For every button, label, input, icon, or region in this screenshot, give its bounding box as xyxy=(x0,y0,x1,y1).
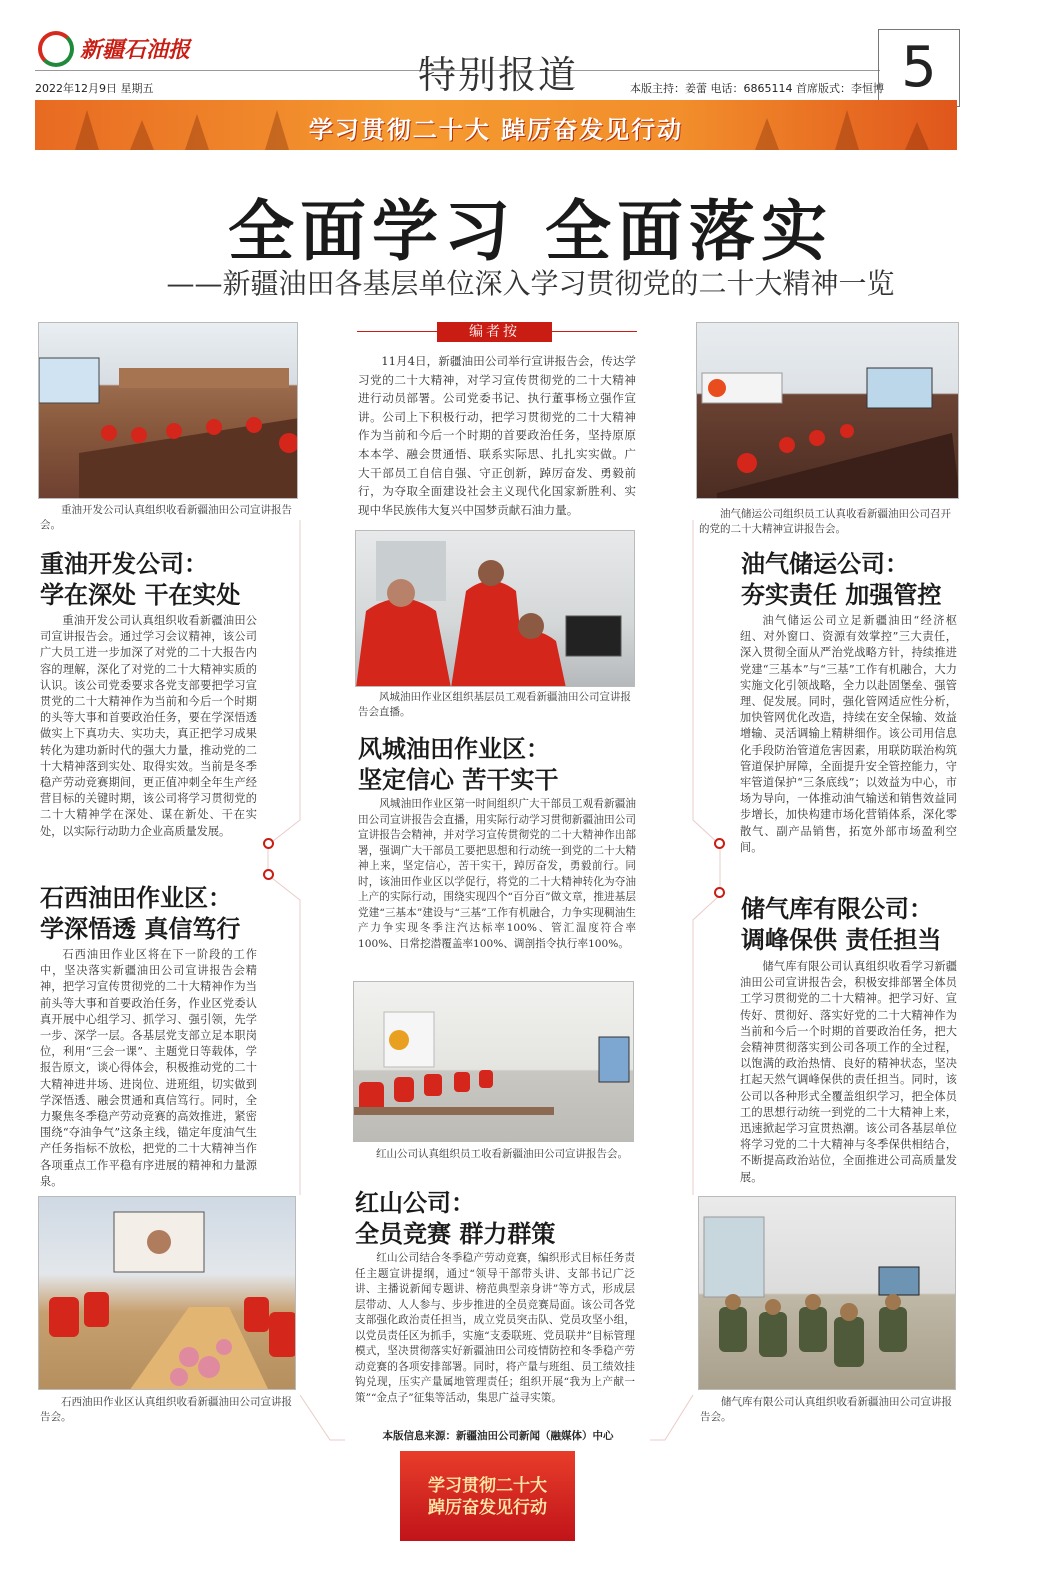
photo-caption: 风城油田作业区组织基层员工观看新疆油田公司宣讲报告会直播。 xyxy=(358,691,631,718)
photo-illustration xyxy=(356,531,635,687)
ornament-dot-icon xyxy=(263,838,274,849)
ornament-dot-icon xyxy=(714,887,725,898)
article-title-line1: 风城油田作业区： xyxy=(358,734,550,763)
photo-illustration xyxy=(699,1197,956,1390)
article-title-line2: 坚定信心 苦干实干 xyxy=(358,765,559,794)
article-title-line2: 夯实责任 加强管控 xyxy=(741,580,942,609)
article-title-line1: 储气库有限公司： xyxy=(741,894,933,923)
editor-note-tag: 编者按 xyxy=(437,322,552,342)
footer-badge-line2: 踔厉奋发见行动 xyxy=(428,1498,547,1518)
article-body: 风城油田作业区第一时间组织广大干部员工观看新疆油田公司宣讲报告会直播，用实际行动学习贯彻新疆油田公司宣讲报告会精神，并对学习宣传贯彻党的二十大精神作出部署，强调广大干部员工要把思想和行动统一到党的二十大精神上来，坚定信心，苦干实干，踔厉奋发，勇毅前行。同时，该油田作业区以学促行，将党的二十大精神转化为夺油上产的实际行动，围绕实现四个“百分百”做文章，推进基层党建“三基本”建设与“三基”工作有机融合，力争实现稠油生产力争实现冬季注汽达标率100%、管汇温度符合率100%、日常挖潜覆盖率100%、调剖指令执行率100%。 xyxy=(358,798,636,950)
issue-date: 2022年12月9日 星期五 xyxy=(35,82,154,95)
editors-info: 本版主持：姜蕾 电话：6865114 首席版式：李恒博 xyxy=(630,82,884,95)
article-title-line1: 红山公司： xyxy=(355,1188,475,1217)
article-title-line2: 调峰保供 责任担当 xyxy=(741,925,942,954)
article-title-line2: 学深悟透 真信笃行 xyxy=(40,914,241,943)
article-title-line1: 重油开发公司： xyxy=(40,549,208,578)
article-body: 储气库有限公司认真组织收看学习新疆油田公司宣讲报告会，积极安排部署全体员工学习贯彻党的二十大精神。把学习好、宣传好、贯彻好、落实好党的二十大精神作为当前和今后一个时期的首要政治任务，把大会精神贯彻落实到公司各项工作的全过程，以饱满的政治热情、良好的精神状态，坚决扛起天然气调峰保供的责任担当。同时，该公司以各种形式全覆盖组织学习，把全体员工的思想行动统一到党的二十大精神上来，迅速掀起学习宣贯热潮。该公司各基层单位将学习党的二十大精神与冬季保供相结合，不断提高政治站位，全面推进公司高质量发展。 xyxy=(740,960,957,1184)
photo-caption: 储气库有限公司认真组织收看新疆油田公司宣讲报告会。 xyxy=(700,1396,952,1423)
footer-badge xyxy=(400,1451,575,1541)
article-title-hongshan xyxy=(355,1187,635,1249)
main-headline: 全面学习 全面落实 xyxy=(228,193,833,270)
photo-caption: 红山公司认真组织员工收看新疆油田公司宣讲报告会。 xyxy=(376,1148,628,1160)
sub-headline: ——新疆油田各基层单位深入学习贯彻党的二十大精神一览 xyxy=(166,267,895,300)
photo-caption: 石西油田作业区认真组织收看新疆油田公司宣讲报告会。 xyxy=(40,1396,292,1423)
article-title-heavy-oil xyxy=(40,548,300,610)
article-title-storage xyxy=(741,548,961,610)
article-title-line1: 油气储运公司： xyxy=(741,549,909,578)
page-number: 5 xyxy=(878,29,960,107)
photo-caption: 油气储运公司组织员工认真收看新疆油田公司召开的党的二十大精神宣讲报告会。 xyxy=(699,508,951,535)
photo-illustration xyxy=(39,1197,296,1390)
article-title-line1: 石西油田作业区： xyxy=(40,883,232,912)
article-body: 油气储运公司立足新疆油田“经济枢纽、对外窗口、资源有效掌控”三大责任，深入贯彻全面从严治党战略方针，持续推进党建“三基本”与“三基”工作有机融合，大力实施文化引领战略，全力以赴固堡垒、强管理、促发展。同时，强化管网适应性分析，加快管网优化改造，持续在安全保输、效益增输、灵活调输上精耕细作。该公司用信息化手段防治管道危害因素，用联防联治构筑管道保护屏障，全面提升安全管控能力，守牢管道保护“三条底线”；以效益为中心，市场为导向，一体推动油气输送和销售效益同步增长，加快构建市场化营销体系，深化零散气、副产品销售，拓宽外部市场盈利空间。 xyxy=(740,614,957,854)
banner-text: 学习贯彻二十大 踔厉奋发见行动 xyxy=(308,116,684,144)
ornament-dot-icon xyxy=(263,869,274,880)
article-body: 石西油田作业区将在下一阶段的工作中，坚决落实新疆油田公司宣讲报告会精神，把学习宣传贯彻党的二十大精神作为当前头等大事和首要政治任务，作业区党委认真开展中心组学习、抓学习、强引领，先学一步、深学一层。各基层党支部立足本职岗位，利用“三会一课”、主题党日等载体，学报告原文，谈心得体会，积极推动党的二十大精神进井场、进岗位、进班组，切实做到学深悟透、融会贯通和真信笃行。同时，全力聚焦冬季稳产劳动竞赛的高效推进，紧密围绕“夺油争气”这条主线，锚定年度油气生产任务指标不放松，把党的二十大精神当作各项重点工作平稳有序进展的精神和力量源泉。 xyxy=(40,948,257,1188)
newspaper-name: 新疆石油报 xyxy=(80,37,191,63)
info-source: 本版信息来源：新疆油田公司新闻（融媒体）中心 xyxy=(382,1430,614,1442)
article-title-shixi xyxy=(40,882,300,944)
photo-meeting-room xyxy=(38,322,298,499)
photo-illustration xyxy=(39,323,298,499)
editor-note-text: 11月4日，新疆油田公司举行宣讲报告会，传达学习党的二十大精神，对学习宣传贯彻党的二十大精神进行动员部署。公司党委书记、执行董事杨立强作宣讲。公司上下积极行动，把学习贯彻党的二十大精神作为当前和今后一个时期的首要政治任务，坚持原原本本学、融会贯通悟、联系实际思、扎扎实实做。广大干部员工自信自强、守正创新，踔厉奋发、勇毅前行，为夺取全面建设社会主义现代化国家新胜利、实现中华民族伟大复兴中国梦贡献石油力量。 xyxy=(358,354,636,517)
photo-gas-storage-meeting xyxy=(698,1196,956,1390)
section-title: 特别报道 xyxy=(418,53,579,97)
photo-hongshan-meeting xyxy=(353,981,634,1142)
photo-fengcheng-staff xyxy=(355,530,635,687)
footer-badge-line1: 学习贯彻二十大 xyxy=(428,1476,547,1496)
article-body: 重油开发公司认真组织收看新疆油田公司宣讲报告会。通过学习会议精神，该公司广大员工进一步加深了对党的二十大报告内容的理解，深化了对党的二十大精神实质的认识。该公司党委要求各党支部要把学习宣贯党的二十大精神作为当前和今后一个时期的头等大事和首要政治任务，要在学深悟透做实上下真功夫、实功夫，真正把学习成果转化为建功新时代的强大力量，推动党的二十大精神落到实处、取得实效。当前是冬季稳产劳动竞赛期间，更正值冲刺全年生产经营目标的关键时期，该公司将学习贯彻党的二十大精神学在深处、谋在新处、干在实处，以实际行动助力企业高质量发展。 xyxy=(40,614,257,838)
photo-illustration xyxy=(354,982,634,1142)
article-title-line2: 学在深处 干在实处 xyxy=(40,580,241,609)
photo-shixi-meeting xyxy=(38,1196,296,1390)
photo-caption: 重油开发公司认真组织收看新疆油田公司宣讲报告会。 xyxy=(40,504,292,531)
article-title-fengcheng xyxy=(358,733,638,795)
photo-illustration xyxy=(697,323,959,499)
ornament-dot-icon xyxy=(714,838,725,849)
article-body: 红山公司结合冬季稳产劳动竞赛，编织形式目标任务责任主题宣讲提纲，通过“领导干部带头讲、支部书记广泛讲、主播说新闻专题讲、榜范典型亲身讲”等方式，形成层层带动、人人参与、步步推进的全员竞赛局面。该公司各党支部强化政治责任担当，成立党员突击队、党员攻坚小组，以党员责任区为抓手，实施“支委联班、党员联井”目标管理模式，坚决贯彻落实好新疆油田公司疫情防控和冬季稳产劳动竞赛的各项安排部署。同时，将产量与班组、员工绩效挂钩兑现，压实产量属地管理责任；组织开展“我为上产献一策”“金点子”征集等活动，集思广益寻实策。 xyxy=(355,1252,635,1404)
photo-storage-meeting xyxy=(696,322,959,499)
article-title-line2: 全员竞赛 群力群策 xyxy=(355,1219,556,1248)
article-title-gas-storage xyxy=(741,893,961,955)
